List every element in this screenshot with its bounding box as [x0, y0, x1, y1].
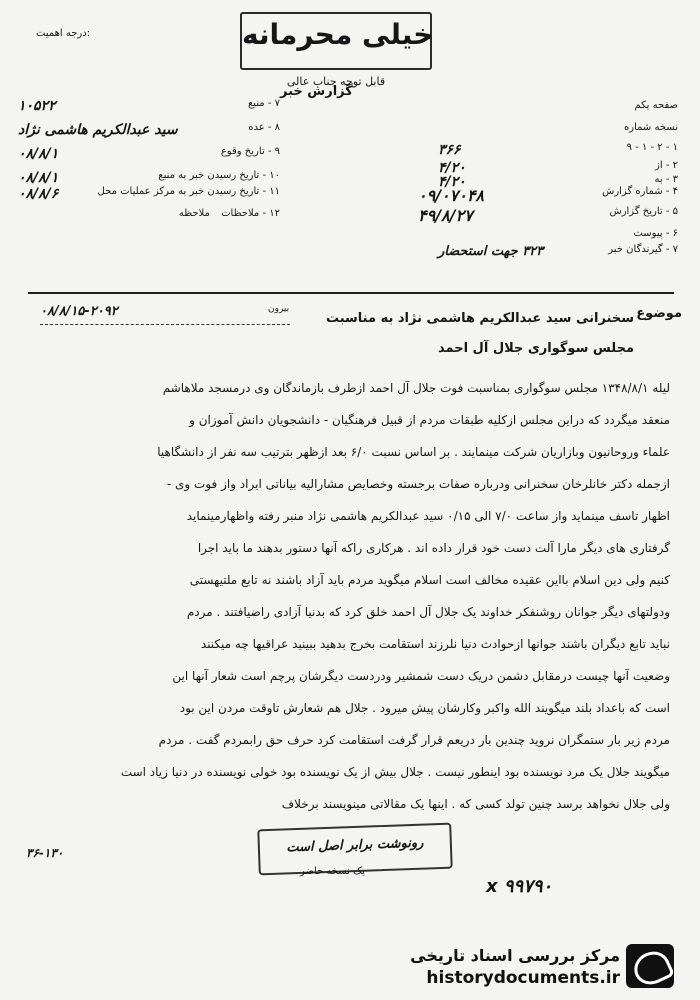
- subject-reference-note: بیرون: [268, 304, 290, 314]
- body-line-12: مردم زیر بار ستمگران نروید چندین بار دریعم قرار گرفت استقامت کرد حرف حق رابمردم گفت . مردم: [158, 733, 670, 747]
- confidential-stamp-text: خیلی محرمانه: [242, 18, 434, 51]
- right-field-9: [438, 244, 678, 259]
- archive-logo-icon: [626, 944, 674, 988]
- field-label: نسخه شماره: [624, 122, 678, 133]
- body-line-8: ودولتهای دیگر جوانان روشنفکر خداوند یک جلال آل احمد خلق کرد که بدنیا آزادی راضیافتند . مردم: [186, 605, 670, 619]
- field-label: ۱۰ - تاریخ رسیدن خبر به منبع: [158, 170, 280, 181]
- left-field-4: [18, 170, 280, 186]
- field-value: ۰۸/۸/۱: [18, 170, 59, 186]
- field-value: ۴۹/۸/۲۷: [418, 206, 473, 225]
- field-label: ۲ - از: [655, 160, 678, 171]
- subject-rule: [40, 324, 290, 325]
- body-line-2: منعقد میگردد که دراین مجلس ازکلیه طبقات مردم از قبیل فرهنگیان - دانشجویان دانش آموزان و: [189, 413, 670, 427]
- body-line-13: میگویند جلال یک مرد نویسنده بود اینطور نیست . جلال بیش از یک نویسنده بود خولی نویسنده در دنیا زیاد است: [120, 765, 670, 779]
- field-value: ۳۶۶: [438, 142, 461, 158]
- subject-reference: ۰۸/۸/۱۵-۲۰۹۲: [40, 304, 118, 319]
- field-label: ۱۱ - تاریخ رسیدن خبر به مرکز عملیات محل: [97, 186, 280, 197]
- body-line-6: گرفتاری های دیگر مارا آلت دست خود قرار داده اند . هرکاری راکه آنها دستور بدهند ما باید اجرا: [197, 541, 670, 555]
- field-value: سید عبدالکریم هاشمی نژاد: [18, 122, 178, 138]
- right-field-3: [438, 142, 678, 158]
- field-value: ۴/۲۰: [438, 160, 466, 176]
- field-label: ۴ - شماره گزارش: [602, 186, 678, 197]
- field-label: صفحه یکم: [634, 100, 678, 111]
- archive-name: مرکز بررسی اسناد تاریخی: [410, 946, 620, 965]
- importance-label: درجه اهمیت:: [36, 28, 91, 39]
- field-value: ۴/۲۰: [438, 174, 466, 190]
- body-line-11: است که باعداد بلند میگویند الله واکبر وکارشان پیش میرود . جلال هم شعارش تاوقت مردن این بود: [179, 701, 670, 715]
- confidential-stamp: [240, 12, 434, 88]
- left-field-5: [18, 186, 280, 202]
- left-field-6: [18, 208, 280, 219]
- field-label: ۶ - پیوست: [633, 228, 678, 239]
- signature-note: یک نسخه حاضر: [300, 866, 365, 877]
- left-field-2: [18, 122, 280, 138]
- field-label: ۹ - تاریخ وقوع: [220, 146, 280, 157]
- copy-stamp-text: رونوشت برابر اصل است: [286, 835, 424, 856]
- archive-url: historydocuments.ir: [426, 968, 620, 988]
- body-line-1: لیله ۱۳۴۸/۸/۱ مجلس سوگواری بمناسبت فوت جلال آل احمد ازطرف بازماندگان وی درمسجد ملاهاشم: [162, 381, 670, 395]
- field-label: ۷ - منبع: [247, 98, 280, 109]
- field-value: ۱۰۵۲۲: [18, 98, 56, 114]
- body-line-9: نباید تابع دیگران باشند جوانها ازحوادث دنیا نلرزند استقامت بخرج بدهید ببینید عراقیها چه میکنند: [200, 637, 670, 651]
- field-value: ۰۹/۰۷۰۴۸: [418, 186, 484, 205]
- field-label: ۳ - به: [654, 174, 678, 185]
- right-field-6: [418, 186, 678, 205]
- left-field-1: [18, 98, 280, 114]
- subject-label: موضوع: [636, 306, 682, 321]
- body-line-10: وضعیت آنها چیست درمقابل دشمن دریک دست شمشیر ودردست دیگرشان پرچم است شعار آنها این: [172, 669, 670, 683]
- right-field-8: [438, 228, 678, 239]
- field-value: ۰۸/۸/۱: [18, 146, 59, 162]
- field-value: ملاحظه: [178, 208, 210, 219]
- field-value: ۰۸/۸/۶: [18, 186, 59, 202]
- left-field-3: [18, 146, 280, 162]
- body-line-14: ولی جلال نخواهد برسد چنین تولد کسی که . اینها یک مقالاتی مینویسند برخلاف: [281, 797, 670, 811]
- document-number: x ۹۹۷۹۰: [486, 876, 553, 897]
- field-label: ۱ - ۲ - ۱ - ۹: [626, 142, 678, 153]
- field-label: ۷ - گیرندگان خبر: [608, 244, 678, 255]
- field-label: ۵ - تاریخ گزارش: [609, 206, 678, 217]
- reference-code: ۳۶-۱۳۰: [26, 846, 64, 860]
- body-line-7: کنیم ولی دین اسلام بااین عقیده مخالف است اسلام میگوید مردم باید آزاد باشند نه تابع ملتیهستی: [189, 573, 670, 587]
- field-value: ۳۲۳ جهت استحضار: [438, 244, 544, 259]
- header-separator: [28, 292, 674, 294]
- right-field-1: [438, 100, 678, 111]
- body-line-5: اظهار تاسف مینماید واز ساعت ۷/۰ الی ۰/۱۵ سید عبدالکریم هاشمی نژاد منبر رفته واظهارمینماید: [186, 509, 670, 523]
- field-label: ۱۲ - ملاحظات: [221, 208, 280, 219]
- report-title: گزارش خبر: [280, 84, 353, 99]
- confidential-stamp-subtext: قابل توجه جناب عالی: [286, 75, 386, 88]
- right-field-7: [418, 206, 678, 225]
- body-line-4: ازجمله دکتر خانلرخان سخنرانی ودرباره صفات برجسته وخصایص مشارالیه بیاناتی ایراد واز فوت وی -: [166, 477, 670, 491]
- right-field-2: [438, 122, 678, 133]
- subject-text: سخنرانی سید عبدالکریم هاشمی نژاد به مناسبت مجلس سوگواری جلال آل احمد: [325, 311, 634, 356]
- body-line-3: علماء وروحانیون وبازاریان شرکت مینمایند . بر اساس نسبت ۶/۰ بعد ازظهر بترتیب سه نفر از دانشگاهیا: [157, 445, 670, 459]
- field-label: ۸ - عده: [248, 122, 280, 133]
